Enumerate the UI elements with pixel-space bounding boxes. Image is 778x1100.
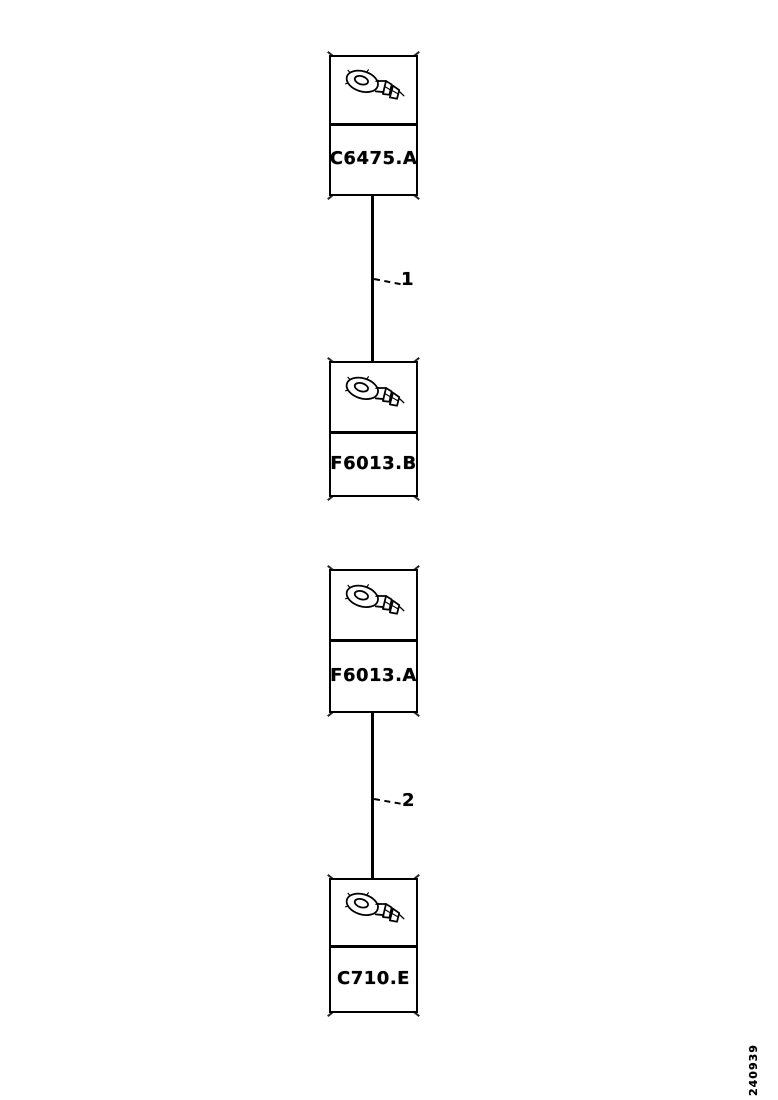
- corner-tick: [413, 51, 420, 57]
- corner-tick: [327, 51, 334, 57]
- connector-image-cell: [331, 363, 416, 434]
- connector-id-label: F6013.B: [330, 452, 417, 474]
- corner-tick: [327, 565, 334, 571]
- corner-tick: [413, 495, 420, 501]
- wire-callout-number: 2: [402, 790, 415, 811]
- drawing-number: 240939: [747, 1044, 760, 1096]
- corner-tick: [413, 565, 420, 571]
- corner-tick: [413, 874, 420, 880]
- corner-tick: [327, 711, 334, 717]
- corner-tick: [327, 194, 334, 200]
- connector-id-label: C710.E: [337, 967, 410, 989]
- corner-tick: [413, 357, 420, 363]
- ring-terminal-icon: [335, 576, 413, 634]
- connector-image-cell: [331, 57, 416, 126]
- ring-terminal-icon: [335, 368, 413, 426]
- connector-image-cell: [331, 880, 416, 948]
- connector-box-f6013b: [329, 361, 418, 497]
- connector-image-cell: [331, 571, 416, 642]
- corner-tick: [413, 711, 420, 717]
- corner-tick: [413, 1011, 420, 1017]
- ring-terminal-icon: [335, 61, 413, 119]
- callout-leader-line: [374, 278, 401, 285]
- corner-tick: [327, 1011, 334, 1017]
- callout-leader-line: [374, 798, 401, 805]
- wire-segment-2: [371, 711, 374, 880]
- connector-box-c710e: [329, 878, 418, 1013]
- connector-box-f6013a: [329, 569, 418, 713]
- ring-terminal-icon: [335, 884, 413, 942]
- connector-box-c6475a: [329, 55, 418, 196]
- corner-tick: [327, 357, 334, 363]
- connector-id-label: F6013.A: [330, 664, 417, 686]
- wire-callout-number: 1: [401, 269, 414, 290]
- corner-tick: [413, 194, 420, 200]
- corner-tick: [327, 874, 334, 880]
- corner-tick: [327, 495, 334, 501]
- connector-id-label: C6475.A: [329, 147, 418, 169]
